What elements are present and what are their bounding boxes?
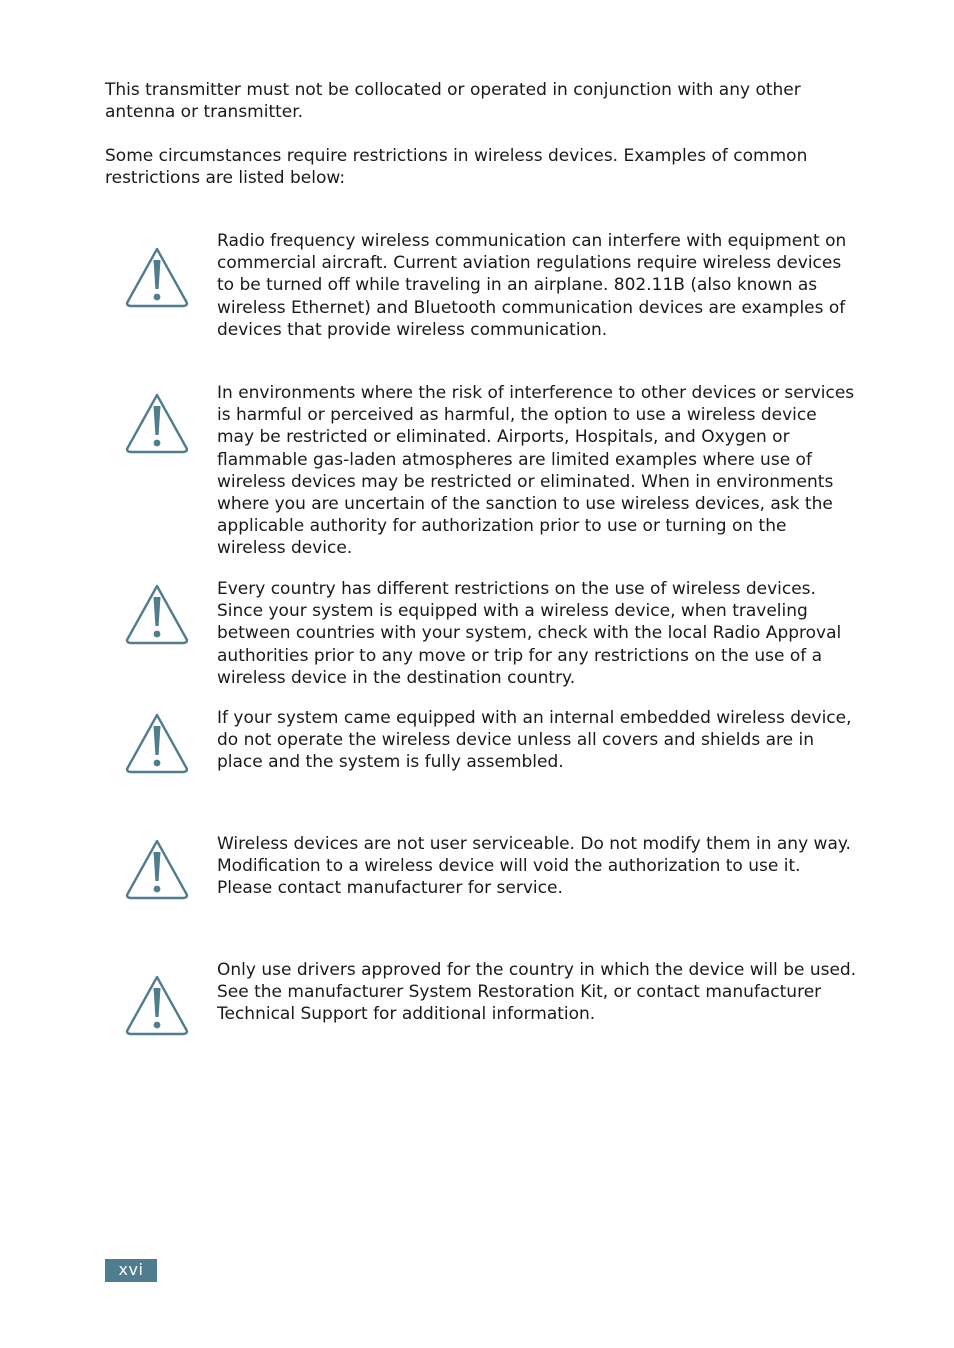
- page-number: xvi: [105, 1259, 157, 1282]
- warning-icon: [125, 974, 189, 1036]
- caution-text: Only use drivers approved for the country in which the device will be used. See the manufacturer System Restoration Kit, or contact manufacturer Technical Support for additional information.: [217, 960, 857, 1025]
- warning-icon: [125, 838, 189, 900]
- warning-icon: [125, 712, 189, 774]
- intro-paragraph-2: Some circumstances require restrictions in wireless devices. Examples of common restrictions are listed below:: [105, 146, 808, 189]
- caution-text: Radio frequency wireless communication can interfere with equipment on commercial aircraft. Current aviation regulations require wireless devices to be turned off while traveling in an airplane. 802.11B (also known as wireless Ethernet) and Bluetooth communication devices are examples of devices that provide wireless communication.: [217, 231, 847, 340]
- caution-text: Wireless devices are not user serviceable. Do not modify them in any way. Modification to a wireless device will void the authorization to use it. Please contact manufacturer for service.: [217, 834, 851, 899]
- caution-text: Every country has different restrictions on the use of wireless devices. Since your system is equipped with a wireless device, when traveling between countries with your system, check with the local Radio Approval authorities prior to any move or trip for any restrictions on the use of a wireless device in the destination country.: [217, 579, 842, 688]
- caution-text: In environments where the risk of interference to other devices or services is harmful or perceived as harmful, the option to use a wireless device may be restricted or eliminated. Airports, Hospitals, and Oxygen or flammable gas-laden atmospheres are limited examples where use of wireless devices may be restricted or eliminated. When in environments where you are uncertain of the sanction to use wireless devices, ask the applicable authority for authorization prior to use or turning on the wireless device.: [217, 383, 855, 559]
- caution-text: If your system came equipped with an internal embedded wireless device, do not operate the wireless device unless all covers and shields are in place and the system is fully assembled.: [217, 708, 852, 773]
- warning-icon: [125, 583, 189, 645]
- warning-icon: [125, 246, 189, 308]
- intro-paragraph-1: This transmitter must not be collocated or operated in conjunction with any other antenna or transmitter.: [105, 80, 801, 123]
- warning-icon: [125, 392, 189, 454]
